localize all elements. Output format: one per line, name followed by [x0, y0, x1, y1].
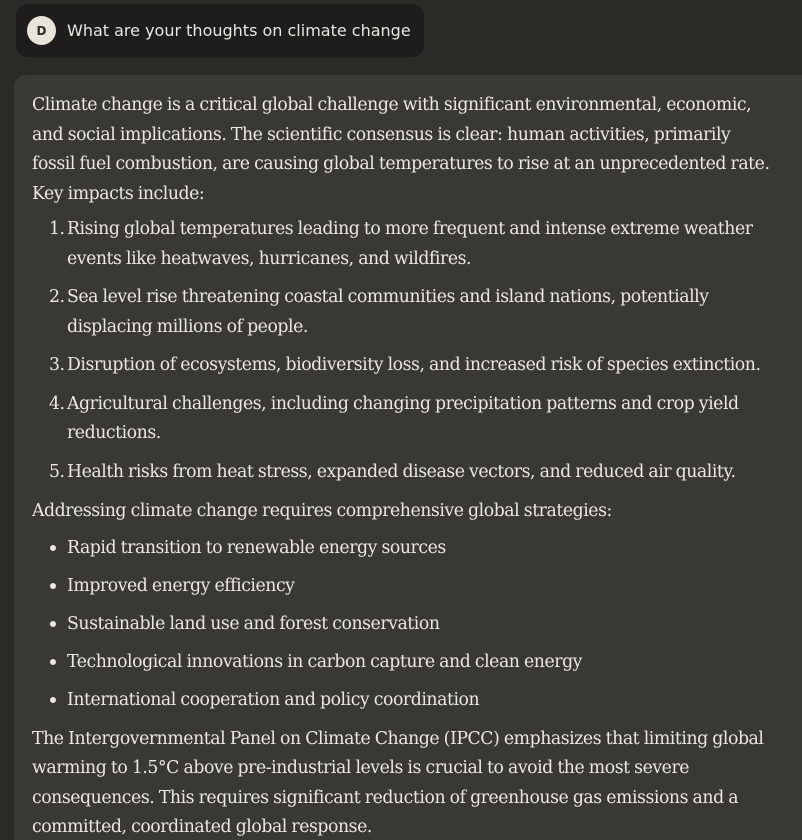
user-message-text: What are your thoughts on climate change — [67, 21, 411, 40]
strategies-heading: Addressing climate change requires comprehensive global strategies: — [32, 501, 612, 521]
user-message — [16, 4, 424, 57]
list-item-text: International cooperation and policy coordination — [67, 689, 480, 710]
list-item-text: Rising global temperatures leading to more frequent and intense extreme weather events like heatwaves, hurricanes, and wildfires. — [67, 219, 753, 269]
list-item-number: 2. — [49, 287, 65, 307]
list-item-number: 1. — [49, 219, 65, 239]
bullet-icon — [50, 697, 56, 703]
list-item — [32, 686, 772, 714]
bullet-icon — [50, 583, 56, 589]
list-item-number: 3. — [49, 355, 65, 375]
list-item — [32, 458, 772, 488]
bullet-icon — [50, 659, 56, 665]
list-item — [32, 283, 772, 342]
list-item-text: Sea level rise threatening coastal communities and island nations, potentially displacing millions of people. — [67, 287, 709, 337]
list-item — [32, 534, 772, 562]
list-item-number: 4. — [49, 393, 65, 414]
list-item — [32, 351, 772, 381]
strategies-list — [32, 534, 802, 714]
list-item-text: Improved energy efficiency — [67, 575, 295, 596]
impacts-list — [32, 215, 802, 487]
list-item — [32, 390, 772, 449]
list-item-text: Disruption of ecosystems, biodiversity loss, and increased risk of species extinction. — [67, 355, 761, 375]
list-item — [32, 610, 772, 638]
list-item-text: Agricultural challenges, including changing precipitation patterns and crop yield reductions. — [67, 393, 739, 443]
bullet-icon — [50, 545, 56, 551]
reply-conclusion: The Intergovernmental Panel on Climate Change (IPCC) emphasizes that limiting global warming to 1.5°C above pre-industrial levels is crucial to avoid the most severe consequences. This requires significant reduction of greenhouse gas emissions and a committed, coordinated global response. — [32, 728, 764, 837]
user-avatar[interactable]: D — [27, 16, 56, 45]
reply-intro: Climate change is a critical global challenge with significant environmental, economic, and social implications. The scientific consensus is clear: human activities, primarily fossil fuel combustion, are causing global temperatures to rise at an unprecedented rate. Key impacts include: — [32, 95, 770, 204]
list-item-text: Health risks from heat stress, expanded disease vectors, and reduced air quality. — [67, 461, 736, 482]
list-item — [32, 572, 772, 600]
list-item-text: Sustainable land use and forest conservation — [67, 613, 440, 634]
list-item-text: Rapid transition to renewable energy sources — [67, 537, 446, 558]
list-item — [32, 215, 772, 274]
list-item-text: Technological innovations in carbon capture and clean energy — [67, 651, 582, 672]
list-item-number: 5. — [49, 461, 65, 482]
list-item — [32, 648, 772, 676]
bullet-icon — [50, 621, 56, 627]
assistant-reply — [14, 75, 802, 840]
